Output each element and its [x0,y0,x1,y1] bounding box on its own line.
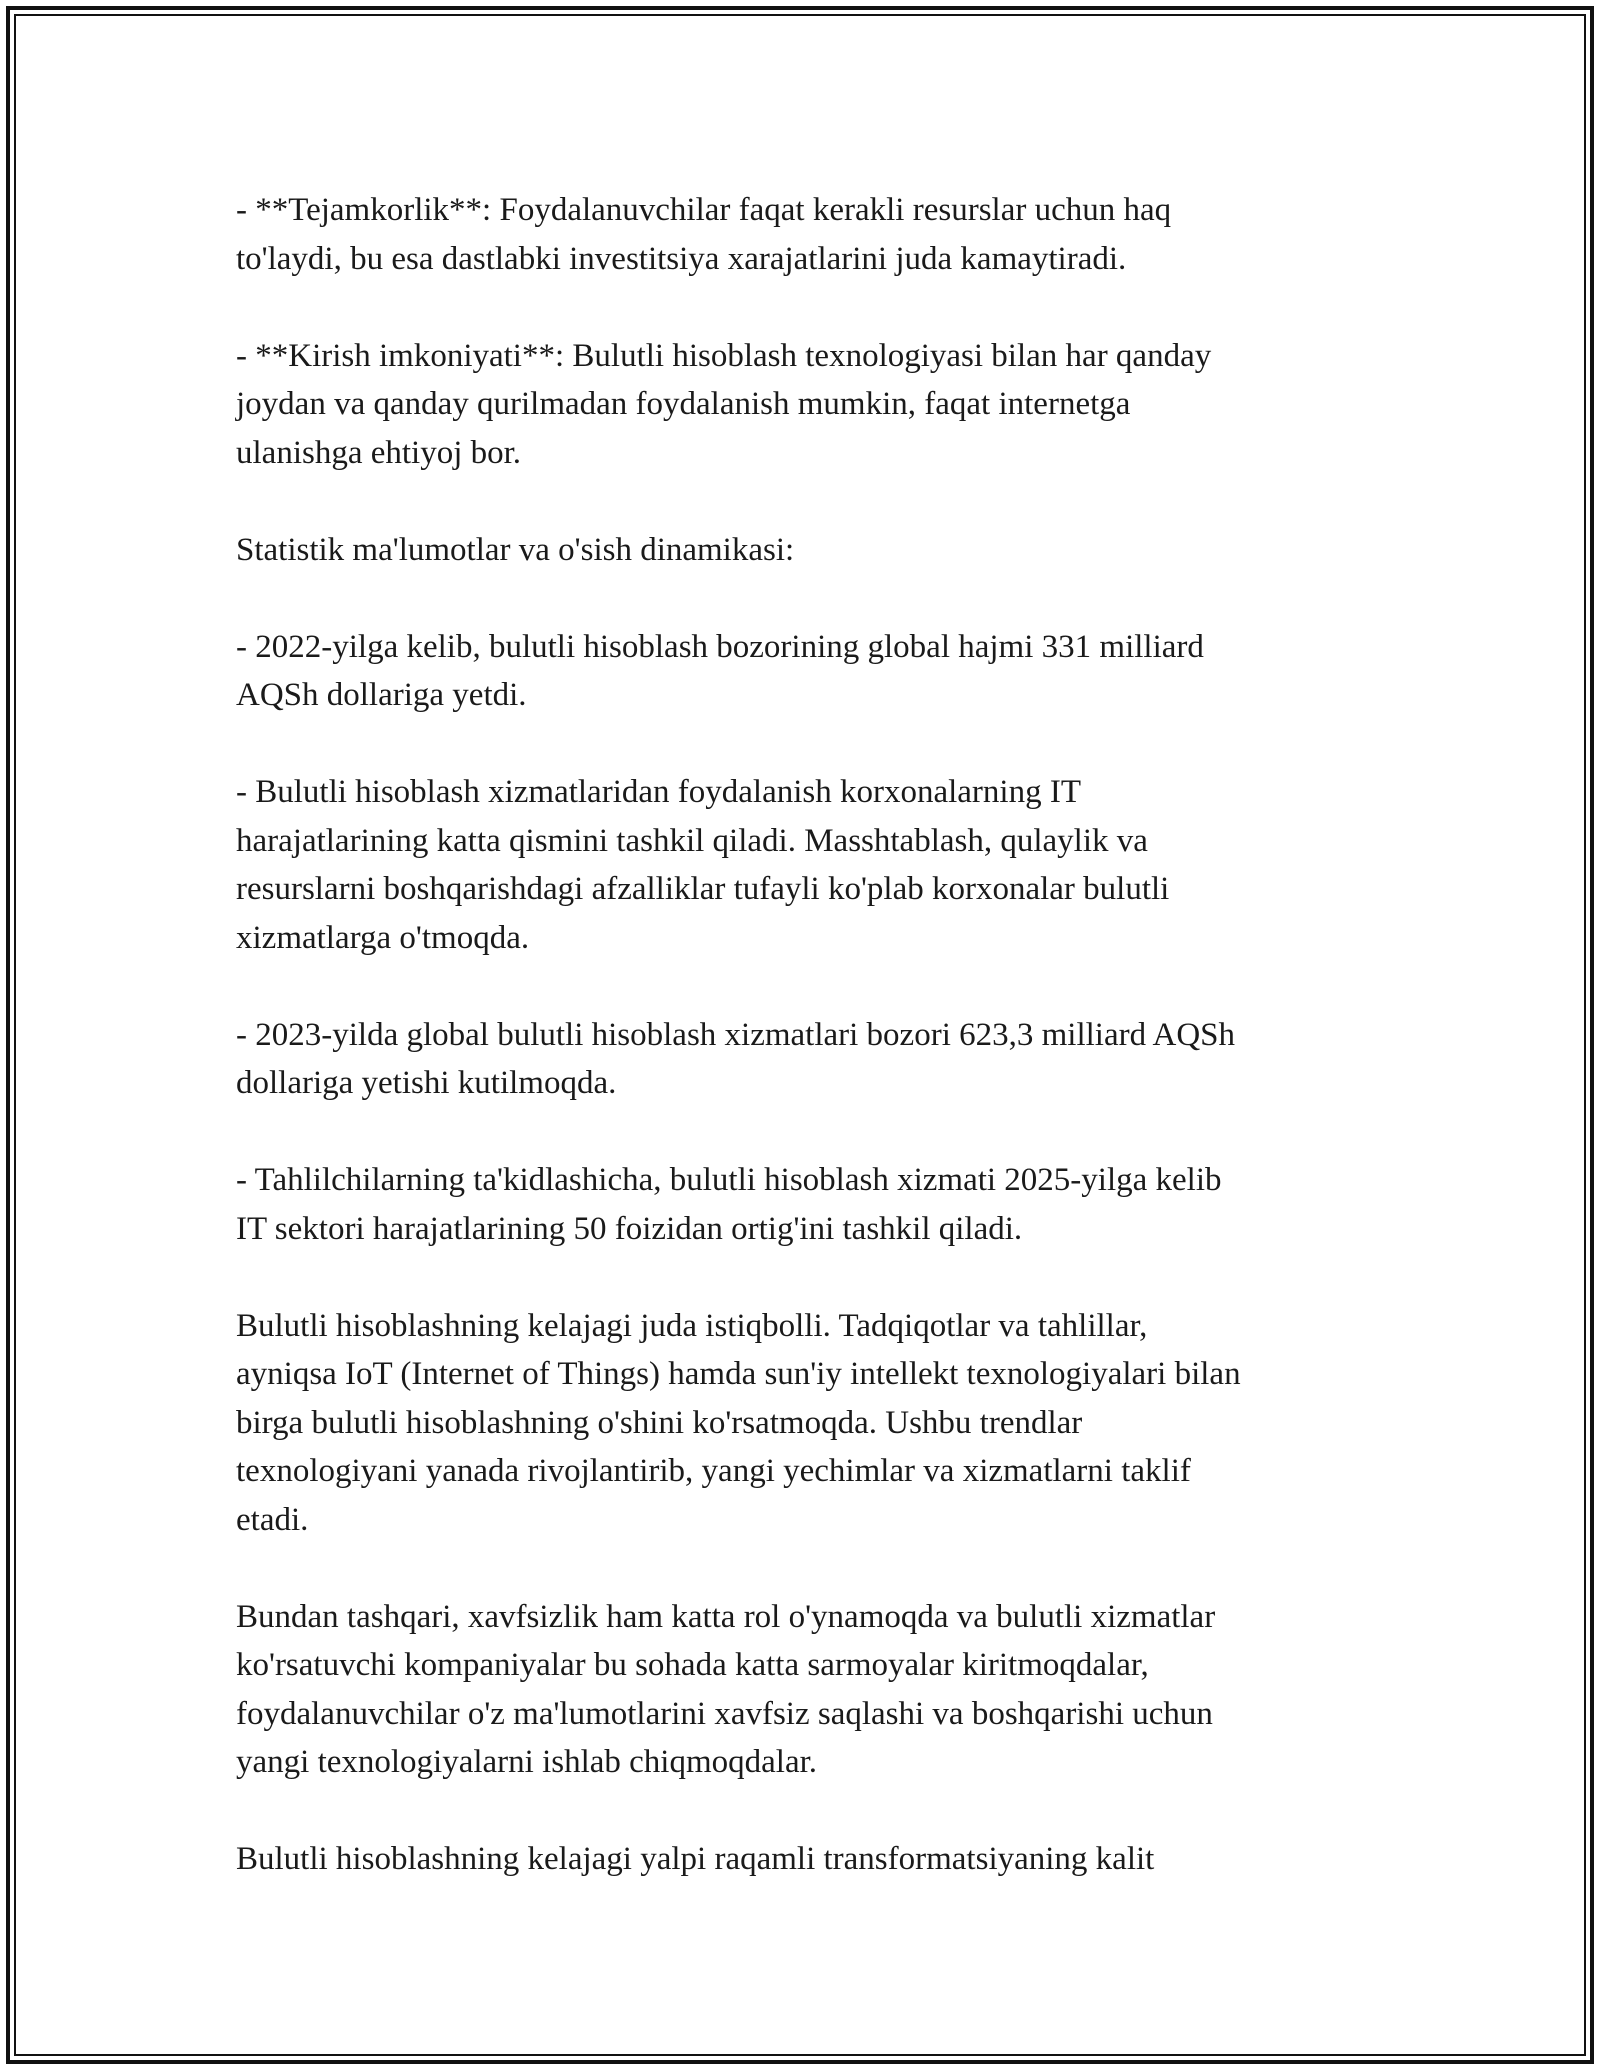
paragraph-stat-2025: - Tahlilchilarning ta'kidlashicha, bulutli hisoblash xizmati 2025-yilga kelib IT sektori harajatlarining 50 foizidan ortig'ini tashkil qiladi. [236,1162,1222,1247]
paragraph-kirish-imkoniyati: - **Kirish imkoniyati**: Bulutli hisoblash texnologiyasi bilan har qanday joydan va qanday qurilmadan foydalanish mumkin, faqat internetga ulanishga ehtiyoj bor. [236,337,1212,471]
document-body [236,186,1366,1932]
paragraph-stat-2023: - 2023-yilda global bulutli hisoblash xizmatlari bozori 623,3 milliard AQSh dollariga yetishi kutilmoqda. [236,1016,1236,1101]
paragraph-conclusion: Bulutli hisoblashning kelajagi yalpi raqamli transformatsiyaning kalit [236,1841,1155,1877]
paragraph-statistics-heading: Statistik ma'lumotlar va o'sish dinamikasi: [236,531,795,568]
paragraph-stat-2022: - 2022-yilga kelib, bulutli hisoblash bozorining global hajmi 331 milliard AQSh dollariga yetdi. [236,628,1204,713]
paragraph-stat-it-spending: - Bulutli hisoblash xizmatlaridan foydalanish korxonalarning IT harajatlarining katta qismini tashkil qiladi. Masshtablash, qulaylik va resurslarni boshqarishdagi afzalliklar tufayli ko'plab korxonalar bulutli xizmatlarga o'tmoqda. [236,774,1170,956]
paragraph-tejamkorlik: - **Tejamkorlik**: Foydalanuvchilar faqat kerakli resurslar uchun haq to'laydi, bu esa dastlabki investitsiya xarajatlarini juda kamaytiradi. [236,192,1172,277]
paragraph-security: Bundan tashqari, xavfsizlik ham katta rol o'ynamoqda va bulutli xizmatlar ko'rsatuvchi kompaniyalar bu sohada katta sarmoyalar kiritmoqdalar, foydalanuvchilar o'z ma'lumotlarini xavfsiz saqlashi va boshqarishi uchun yangi texnologiyalarni ishlab chiqmoqdalar. [236,1598,1216,1780]
paragraph-future: Bulutli hisoblashning kelajagi juda istiqbolli. Tadqiqotlar va tahlillar, ayniqsa IoT (Internet of Things) hamda sun'iy intellekt texnologiyalari bilan birga bulutli hisoblashning o'shini ko'rsatmoqda. Ushbu trendlar texnologiyani yanada rivojlantirib, yangi yechimlar va xizmatlarni taklif etadi. [236,1307,1241,1538]
